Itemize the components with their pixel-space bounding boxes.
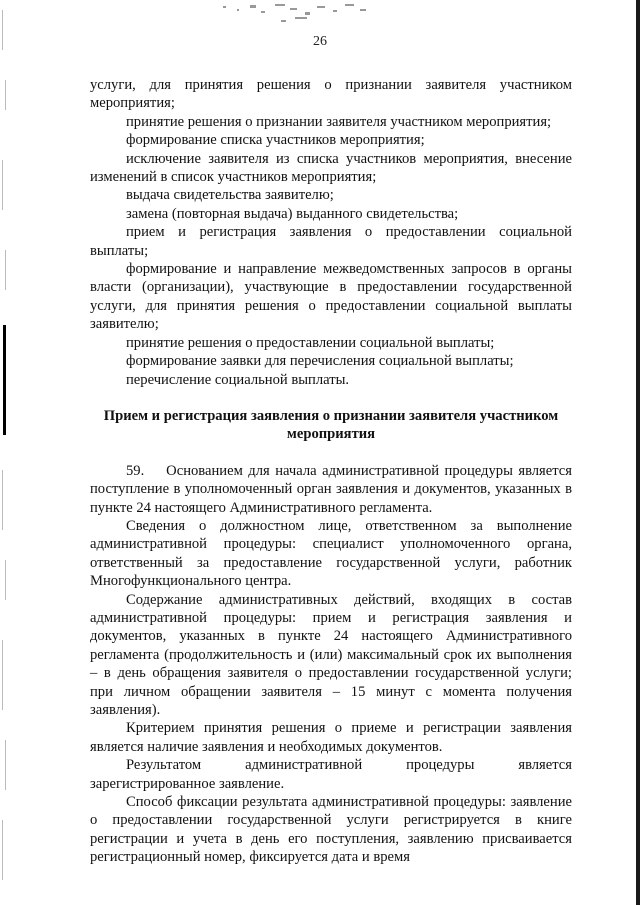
paragraph: услуги, для принятия решения о признании заявителя участником мероприятия; xyxy=(90,77,572,112)
paragraph: Способ фиксации результата административной процедуры: заявление о предоставлении государственной услуги регистрируется в книге регистрации и учета в день его поступления, заявлению присваивается регистрационный номер, фиксируется дата и время xyxy=(90,794,572,866)
list-item: перечисление социальной выплаты. xyxy=(126,371,350,388)
scan-artifact-bar xyxy=(3,325,6,435)
list-item: формирование заявки для перечисления социальной выплаты; xyxy=(126,353,514,370)
section-heading: Прием и регистрация заявления о признании заявителя участником мероприятия xyxy=(103,407,559,443)
paragraph: Результатом административной процедуры является зарегистрированное заявление. xyxy=(90,757,572,792)
list-item: формирование и направление межведомственных запросов в органы власти (организации), участвующие в предоставлении государственной услуги, для принятия решения о предоставлении социальной выплаты заявителю; xyxy=(90,261,572,333)
list-item: прием и регистрация заявления о предоставлении социальной выплаты; xyxy=(90,224,572,259)
scan-noise-top xyxy=(195,0,385,24)
document-body xyxy=(90,76,572,867)
paragraph: 59. Основанием для начала административной процедуры является поступление в уполномоченный орган заявления и документов, указанных в пункте 24 настоящего Административного регламента. xyxy=(90,462,572,516)
list-item: выдача свидетельства заявителю; xyxy=(126,187,334,204)
list-item: замена (повторная выдача) выданного свидетельства; xyxy=(126,205,459,222)
paragraph: Критерием принятия решения о приеме и регистрации заявления является наличие заявления и необходимых документов. xyxy=(90,720,572,755)
scan-edge-right xyxy=(636,0,640,905)
paragraph: Сведения о должностном лице, ответственном за выполнение административной процедуры: специалист уполномоченного органа, ответственный за предоставление государственной услуги, работник Многофункционального центра. xyxy=(90,517,572,590)
list-item: исключение заявителя из списка участников мероприятия, внесение изменений в список участников мероприятия; xyxy=(90,150,572,186)
paragraph: Содержание административных действий, входящих в состав административной процедуры: прием и регистрация заявления и документов, указанных в пункте 24 настоящего Административного регламента (продолжительность и (или) максимальный срок их выполнения – в день обращения заявителя о предоставлении государственной услуги; при личном обращении заявителя – 15 минут с момента получения заявления). xyxy=(90,591,572,718)
list-item: формирование списка участников мероприятия; xyxy=(126,132,425,149)
page-number: 26 xyxy=(313,34,327,49)
scan-noise-left xyxy=(0,0,8,905)
list-item: принятие решения о предоставлении социальной выплаты; xyxy=(126,334,495,351)
list-item: принятие решения о признании заявителя участником мероприятия; xyxy=(126,113,552,130)
